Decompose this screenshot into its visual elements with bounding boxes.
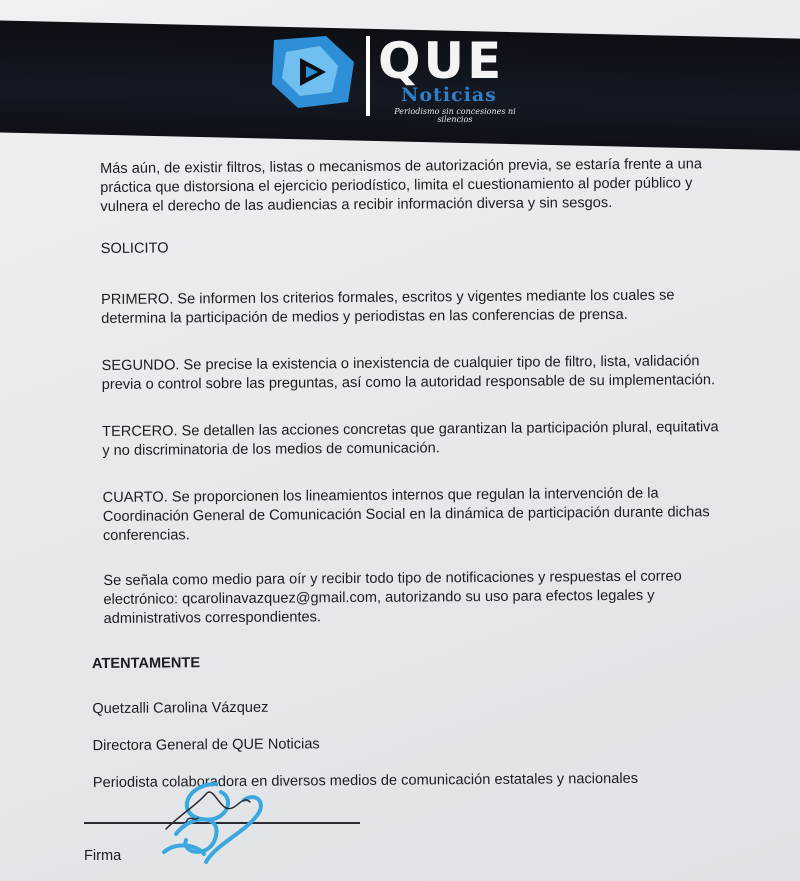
segundo-paragraph: SEGUNDO. Se precise la existencia o inexistencia de cualquier tipo de filtro, lista, validación previa o control sobre las preguntas, así como la autoridad responsable de su implementación. bbox=[101, 353, 716, 393]
closing-atentamente: ATENTAMENTE bbox=[91, 655, 201, 673]
solicito-heading: SOLICITO bbox=[100, 240, 169, 257]
intro-paragraph: Más aún, de existir filtros, listas o mecanismos de autorización previa, se estaría frente a una práctica que distorsiona el ejercicio periodístico, limita el cuestionamiento al poder público y vulnera el derecho de las audiencias a recibir información diversa y sin sesgos. bbox=[100, 156, 702, 215]
firma-label: Firma bbox=[84, 848, 122, 864]
play-logo-icon bbox=[268, 32, 358, 112]
notificaciones-paragraph: Se señala como medio para oír y recibir todo tipo de notificaciones y respuestas el correo electrónico: qcarolinavazquez@gmail.com, autorizando su uso para efectos legales y administrativos correspondientes. bbox=[103, 568, 682, 627]
cuarto-paragraph: CUARTO. Se proporcionen los lineamientos internos que regulan la intervención de la Coordinación General de Comunicación Social en la dinámica de participación durante dichas conferencias. bbox=[102, 485, 710, 544]
signer-role: Periodista colaboradora en diversos medios de comunicación estatales y nacionales bbox=[92, 770, 639, 792]
tercero-paragraph: TERCERO. Se detallen las acciones concretas que garantizan la participación plural, equitativa y no discriminatoria de los medios de comunicación. bbox=[102, 419, 719, 459]
primero-paragraph: PRIMERO. Se informen los criterios formales, escritos y vigentes mediante los cuales se determina la participación de medios y periodistas en las conferencias de prensa. bbox=[101, 287, 675, 327]
letter-body bbox=[91, 155, 725, 793]
logo-divider bbox=[366, 36, 370, 116]
signer-name: Quetzalli Carolina Vázquez bbox=[92, 699, 269, 718]
signer-title: Directora General de QUE Noticias bbox=[92, 736, 320, 755]
logo-tagline: Periodismo sin concesiones ni silencios bbox=[394, 107, 516, 125]
que-noticias-logo bbox=[268, 30, 568, 130]
logo-noticias-text: Noticias bbox=[401, 84, 497, 106]
signature-block bbox=[60, 770, 460, 881]
logo-que-text: QUE bbox=[378, 32, 505, 90]
handwritten-signature bbox=[146, 774, 276, 874]
